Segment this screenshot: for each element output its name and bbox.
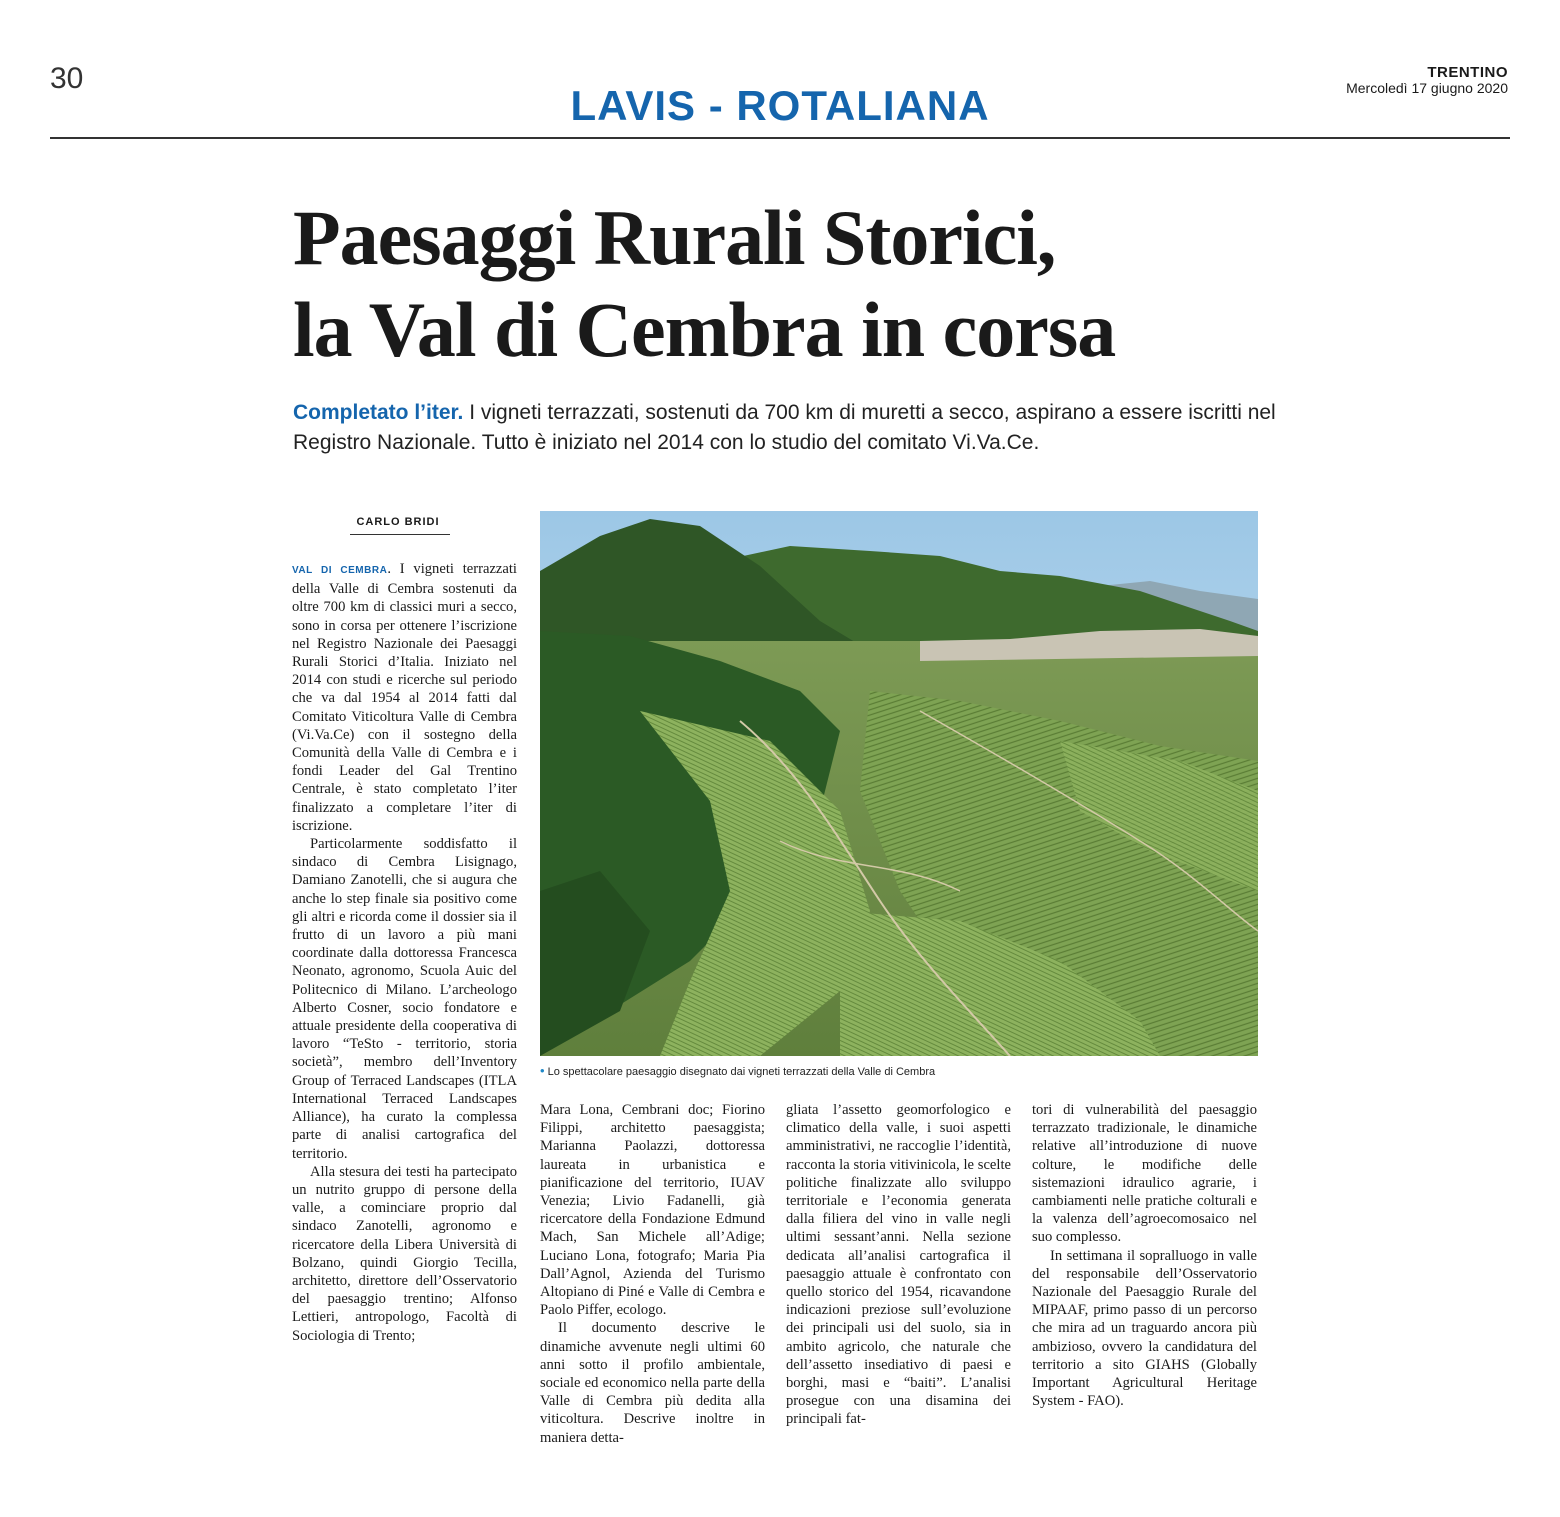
header-rule: [50, 137, 1510, 139]
paragraph: Particolarmente soddisfatto il sindaco di Cembra Lisignago, Damiano Zanotelli, che si augura che anche lo step finale sia positivo come gli altri e ricorda come il dossier sia il frutto di un lavoro a più mani coordinate dalla dottoressa Francesca Neonato, agronomo, Scuola Auic del Politecnico di Milano. L’archeologo Alberto Cosner, socio fondatore e attuale presidente della cooperativa di lavoro “TeSto - territorio, storia società”, membro dell’Inventory Group of Terraced Landscapes (ITLA International Terraced Landscapes Alliance), ha curato la complessa parte di analisi cartografica del territorio.: [292, 836, 517, 1162]
subheadline: [293, 398, 1283, 458]
page-number: 30: [50, 62, 84, 95]
headline-line-1: Paesaggi Rurali Storici,: [293, 194, 1056, 281]
article-column-4: [1032, 1101, 1257, 1410]
vineyard-landscape-photo: [540, 511, 1258, 1056]
headline-line-2: la Val di Cembra in corsa: [293, 286, 1116, 373]
article-column-2: [540, 1101, 765, 1447]
paragraph: Alla stesura dei testi ha partecipato un nutrito gruppo di persone della valle, a cominciare proprio dal sindaco Zanotelli, agronomo e ricercatore della Libera Università di Bolzano, quindi Giorgio Tecilla, architetto, direttore dell’Osservatorio del paesaggio trentino; Alfonso Lettieri, antropologo, Facoltà di Sociologia di Trento;: [292, 1163, 517, 1344]
headline: [293, 192, 1115, 376]
article-column-3: [786, 1101, 1011, 1429]
photo-caption: [540, 1063, 935, 1078]
paragraph: In settimana il sopralluogo in valle del responsabile dell’Osservatorio Nazionale del Paesaggio Rurale del MIPAAF, primo passo di un percorso che mira ad un traguardo ancora più ambizioso, ovvero la candidatura del territorio a sito GIAHS (Globally Important Agricultural Heritage System - FAO).: [1032, 1247, 1257, 1410]
paragraph: Il documento descrive le dinamiche avvenute negli ultimi 60 anni sotto il profilo ambientale, sociale ed economico nella parte della Valle di Cembra più dedita alla viticoltura. Descrive inoltre in maniera detta-: [540, 1320, 765, 1446]
caption-text: Lo spettacolare paesaggio disegnato dai vigneti terrazzati della Valle di Cembra: [547, 1066, 936, 1078]
paragraph: tori di vulnerabilità del paesaggio terrazzato tradizionale, le dinamiche relative all’introduzione di nuove colture, le modifiche delle sistemazioni idraulico agrarie, i cambiamenti nelle pratiche colturali e la valenza dell’agroecomosaico nel suo complesso.: [1032, 1102, 1257, 1246]
byline: CARLO BRIDI: [356, 516, 440, 528]
issue-date: Mercoledì 17 giugno 2020: [1346, 80, 1508, 96]
newspaper-name: TRENTINO: [1427, 64, 1508, 81]
dateline: VAL DI CEMBRA: [292, 565, 388, 576]
paragraph: [292, 560, 517, 835]
paragraph: Mara Lona, Cembrani doc; Fiorino Filippi, architetto paesaggista; Marianna Paolazzi, dottoressa laureata in urbanistica e pianificazione del territorio, IUAV Venezia; Livio Fadanelli, già ricercatore della Fondazione Edmund Mach, San Michele all’Adige; Luciano Lona, fotografo; Maria Pia Dall’Agnol, Azienda del Turismo Altopiano di Piné e Valle di Cembra e Paolo Piffer, ecologo.: [540, 1102, 765, 1319]
paragraph-text: . I vigneti terrazzati della Valle di Cembra sostenuti da oltre 700 km di classici muri a secco, sono in corsa per ottenere l’iscrizione nel Registro Nazionale dei Paesaggi Rurali Storici d’Italia. Iniziato nel 2014 con studi e ricerche sul periodo che va dal 1954 al 2014 fatti dal Comitato Viticoltura Valle di Cembra (Vi.Va.Ce) con il sostegno della Comunità della Valle di Cembra e i fondi Leader del Gal Trentino Centrale, è stato completato l’iter finalizzato a completare l’iter di iscrizione.: [292, 561, 517, 834]
subheadline-lead: Completato l’iter.: [293, 401, 464, 424]
paragraph: gliata l’assetto geomorfologico e climatico della valle, i suoi aspetti amministrativi, ne raccoglie l’identità, racconta la storia vitivinicola, le scelte politiche finalizzate allo sviluppo territoriale e l’economia generata dalla filiera del vino in valle negli ultimi sessant’anni. Nella sezione dedicata all’analisi cartografica il paesaggio attuale è confrontato con quello storico del 1954, ricavandone indicazioni preziose sull’evoluzione dei principali usi del suolo, sia in ambito agricolo, che naturale che dell’assetto insediativo di paesi e borghi, masi e “baiti”. L’analisi prosegue con una disamina dei principali fat-: [786, 1102, 1011, 1428]
caption-bullet-icon: •: [540, 1063, 545, 1078]
subheadline-text: I vigneti terrazzati, sostenuti da 700 km di muretti a secco, aspirano a essere iscritti nel Registro Nazionale. Tutto è iniziato nel 2014 con lo studio del comitato Vi.Va.Ce.: [293, 401, 1276, 454]
section-title: LAVIS - ROTALIANA: [570, 82, 990, 129]
byline-rule: [350, 534, 450, 535]
article-column-1: [292, 560, 517, 1345]
